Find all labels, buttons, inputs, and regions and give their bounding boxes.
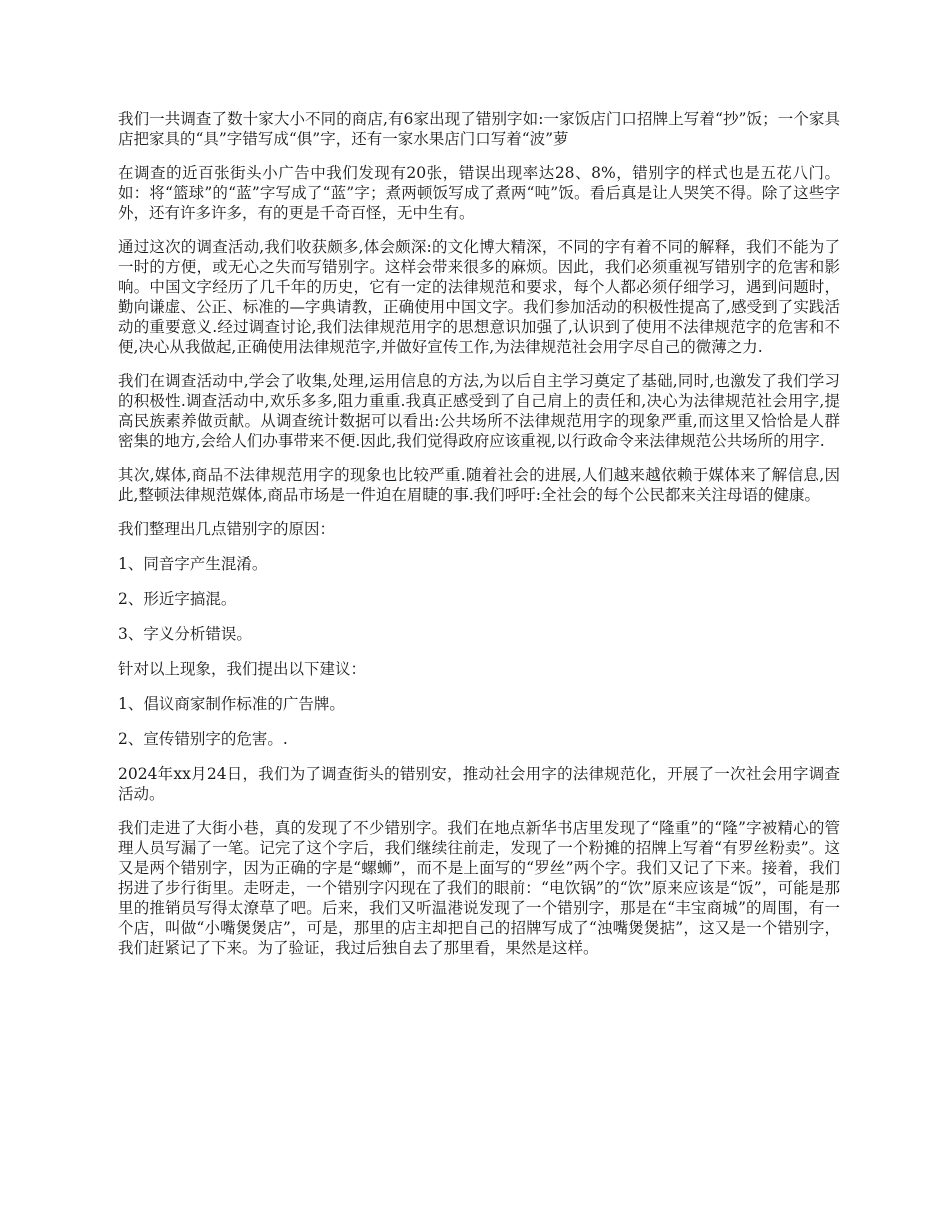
paragraph-learning: 我们在调查活动中,学会了收集,处理,运用信息的方法,为以后自主学习奠定了基础,同时,也激发了我们学习的积极性.调查活动中,欢乐多多,阻力重重.我真正感受到了自己肩上的责任和,决心为法律规范社会用字,提高民族素养做贡献。从调查统计数据可以看出:公共场所不法律规范用字的现象严重,而这里又恰恰是人群密集的地方,会给人们办事带来不便.因此,我们觉得政府应该重视,以行政命令来法律规范公共场所的用字. [118, 372, 840, 450]
paragraph-suggestions-heading: 针对以上现象，我们提出以下建议： [118, 660, 367, 678]
list-item-cause-3: 3、字义分析错误。 [118, 625, 252, 643]
paragraph-media: 其次,媒体,商品不法律规范用字的现象也比较严重.随着社会的进展,人们越来越依赖于媒体来了解信息,因此,整顿法律规范媒体,商品市场是一件迫在眉睫的事.我们呼吁:全社会的每个公民都来关注母语的健康。 [118, 466, 840, 504]
paragraph-causes-heading: 我们整理出几点错别字的原因： [118, 520, 336, 538]
paragraph-street-findings: 我们走进了大街小巷，真的发现了不少错别字。我们在地点新华书店里发现了“隆重”的“隆”字被精心的管理人员写漏了一笔。记完了这个字后，我们继续往前走，发现了一个粉摊的招牌上写着“有罗丝粉卖”。这又是两个错别字，因为正确的字是“螺蛳”，而不是上面写的“罗丝”两个字。我们又记了下来。接着，我们拐进了步行街里。走呀走，一个错别字闪现在了我们的眼前：“电饮锅”的“饮”原来应该是“饭”，可能是那里的推销员写得太潦草了吧。后来，我们又听温港说发现了一个错别字，那是在“丰宝商城”的周围，有一个店，叫做“小嘴煲煲店”，可是，那里的店主却把自己的招牌写成了“浊嘴煲煲掂”，这又是一个错别字，我们赶紧记了下来。为了验证，我过后独自去了那里看，果然是这样。 [118, 819, 840, 957]
paragraph-street-ads: 在调查的近百张街头小广告中我们发现有20张，错误出现率达28、8%，错别字的样式也是五花八门。如：将“篮球”的“蓝”字写成了“蓝”字；煮两顿饭写成了煮两“吨”饭。看后真是让人哭笑不得。除了这些字外，还有许多许多，有的更是千奇百怪，无中生有。 [118, 164, 840, 222]
paragraph-survey-shops: 我们一共调查了数十家大小不同的商店,有6家出现了错别字如:一家饭店门口招牌上写着“抄”饭；一个家具店把家具的“具”字错写成“俱”字，还有一家水果店门口写着“波”萝 [118, 110, 840, 148]
list-item-cause-1: 1、同音字产生混淆。 [118, 555, 268, 573]
list-item-cause-2: 2、形近字搞混。 [118, 590, 237, 608]
list-item-suggestion-1: 1、倡议商家制作标准的广告牌。 [118, 695, 345, 713]
paragraph-activity-date: 2024年xx月24日，我们为了调查街头的错别安，推动社会用字的法律规范化，开展了一次社会用字调查活动。 [118, 765, 840, 803]
paragraph-reflection: 通过这次的调查活动,我们收获颇多,体会颇深:的文化博大精深，不同的字有着不同的解释，我们不能为了一时的方便，或无心之失而写错别字。这样会带来很多的麻烦。因此，我们必须重视写错别字的危害和影响。中国文字经历了几千年的历史，它有一定的法律规范和要求，每个人都必须仔细学习，遇到问题时，勤向谦虚、公正、标准的—字典请教，正确使用中国文字。我们参加活动的积极性提高了,感受到了实践活动的重要意义.经过调查讨论,我们法律规范用字的思想意识加强了,认识到了使用不法律规范字的危害和不便,决心从我做起,正确使用法律规范字,并做好宣传工作,为法律规范社会用字尽自己的微薄之力. [118, 238, 840, 356]
list-item-suggestion-2: 2、宣传错别字的危害。. [118, 730, 288, 748]
